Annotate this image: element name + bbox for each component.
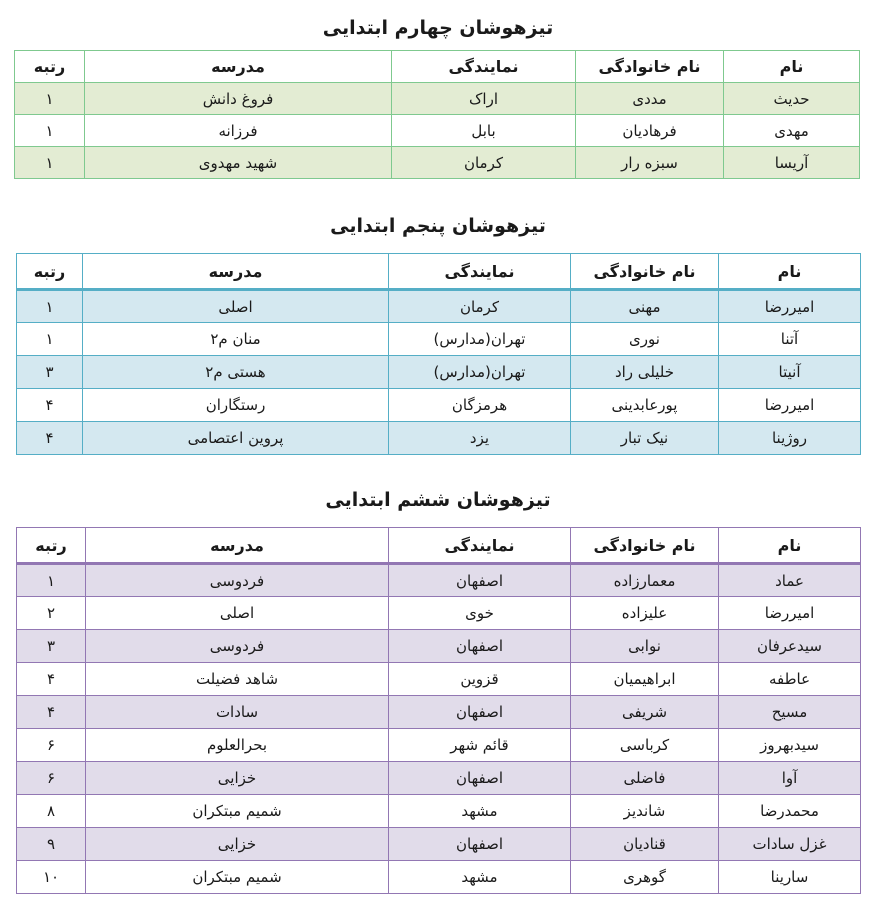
- table-row: [17, 630, 861, 663]
- cell-school: بحرالعلوم: [86, 729, 389, 762]
- cell-rank: ۱: [15, 147, 85, 179]
- table-header-row: [17, 528, 861, 564]
- col-last-name: نام خانوادگی: [571, 528, 719, 564]
- cell-last-name: نوری: [571, 323, 719, 356]
- cell-rank: ۳: [17, 630, 86, 663]
- cell-first-name: عماد: [719, 564, 861, 597]
- cell-last-name: خلیلی راد: [571, 356, 719, 389]
- cell-last-name: فرهادیان: [576, 115, 724, 147]
- col-city: نمایندگی: [392, 51, 576, 83]
- cell-school: شاهد فضیلت: [86, 663, 389, 696]
- cell-rank: ۴: [17, 696, 86, 729]
- cell-school: خزایی: [86, 828, 389, 861]
- col-rank: رتبه: [17, 254, 83, 290]
- cell-city: خوی: [389, 597, 571, 630]
- cell-first-name: محمدرضا: [719, 795, 861, 828]
- section-title: تیزهوشان چهارم ابتدایی: [322, 17, 554, 39]
- cell-rank: ۱۰: [17, 861, 86, 894]
- cell-rank: ۹: [17, 828, 86, 861]
- cell-first-name: امیررضا: [719, 290, 861, 323]
- cell-first-name: سارینا: [719, 861, 861, 894]
- results-table-grade-6: [16, 527, 861, 894]
- cell-last-name: سبزه رار: [576, 147, 724, 179]
- cell-last-name: کرباسی: [571, 729, 719, 762]
- col-city: نمایندگی: [389, 254, 571, 290]
- col-school: مدرسه: [83, 254, 389, 290]
- cell-last-name: علیزاده: [571, 597, 719, 630]
- table-header-row: [17, 254, 861, 290]
- cell-rank: ۱: [15, 83, 85, 115]
- cell-first-name: امیررضا: [719, 389, 861, 422]
- cell-first-name: آوا: [719, 762, 861, 795]
- cell-rank: ۱: [17, 290, 83, 323]
- cell-first-name: مهدی: [724, 115, 860, 147]
- cell-school: پروین اعتصامی: [83, 422, 389, 455]
- cell-last-name: نیک تبار: [571, 422, 719, 455]
- table-row: [17, 422, 861, 455]
- col-rank: رتبه: [15, 51, 85, 83]
- cell-school: خزایی: [86, 762, 389, 795]
- cell-city: اراک: [392, 83, 576, 115]
- table-row: [17, 389, 861, 422]
- cell-last-name: فاضلی: [571, 762, 719, 795]
- table-row: [17, 564, 861, 597]
- table-row: [17, 597, 861, 630]
- cell-first-name: مسیح: [719, 696, 861, 729]
- col-school: مدرسه: [85, 51, 392, 83]
- cell-school: فرزانه: [85, 115, 392, 147]
- cell-school: فروغ دانش: [85, 83, 392, 115]
- section-title: تیزهوشان ششم ابتدایی: [325, 489, 551, 511]
- cell-city: اصفهان: [389, 762, 571, 795]
- cell-first-name: آتنا: [719, 323, 861, 356]
- cell-school: شمیم مبتکران: [86, 861, 389, 894]
- cell-city: اصفهان: [389, 696, 571, 729]
- cell-last-name: نوابی: [571, 630, 719, 663]
- section-grade-5: [0, 214, 876, 238]
- cell-school: رستگاران: [83, 389, 389, 422]
- table-row: [17, 663, 861, 696]
- col-first-name: نام: [724, 51, 860, 83]
- table-row: [17, 828, 861, 861]
- cell-first-name: آریسا: [724, 147, 860, 179]
- table-row: [17, 696, 861, 729]
- table-row: [17, 356, 861, 389]
- cell-first-name: حدیث: [724, 83, 860, 115]
- table-row: [17, 762, 861, 795]
- cell-city: هرمزگان: [389, 389, 571, 422]
- cell-city: اصفهان: [389, 828, 571, 861]
- cell-school: سادات: [86, 696, 389, 729]
- cell-first-name: آنیتا: [719, 356, 861, 389]
- cell-city: مشهد: [389, 795, 571, 828]
- col-first-name: نام: [719, 254, 861, 290]
- cell-first-name: امیررضا: [719, 597, 861, 630]
- cell-rank: ۱: [17, 323, 83, 356]
- cell-city: تهران(مدارس): [389, 323, 571, 356]
- cell-last-name: شاندیز: [571, 795, 719, 828]
- col-first-name: نام: [719, 528, 861, 564]
- cell-rank: ۴: [17, 422, 83, 455]
- col-rank: رتبه: [17, 528, 86, 564]
- cell-school: فردوسی: [86, 564, 389, 597]
- results-table-grade-5: [16, 253, 861, 455]
- cell-school: هستی م۲: [83, 356, 389, 389]
- cell-first-name: غزل سادات: [719, 828, 861, 861]
- results-table-grade-4: [14, 50, 860, 179]
- col-last-name: نام خانوادگی: [576, 51, 724, 83]
- section-title: تیزهوشان پنجم ابتدایی: [330, 215, 546, 237]
- col-last-name: نام خانوادگی: [571, 254, 719, 290]
- cell-city: اصفهان: [389, 630, 571, 663]
- table-header-row: [15, 51, 860, 83]
- table-row: [17, 795, 861, 828]
- cell-last-name: قنادیان: [571, 828, 719, 861]
- table-row: [17, 729, 861, 762]
- cell-rank: ۶: [17, 762, 86, 795]
- cell-last-name: پورعابدینی: [571, 389, 719, 422]
- cell-rank: ۳: [17, 356, 83, 389]
- cell-rank: ۸: [17, 795, 86, 828]
- cell-first-name: سیدبهروز: [719, 729, 861, 762]
- table-row: [17, 323, 861, 356]
- table-row: [15, 115, 860, 147]
- cell-city: کرمان: [392, 147, 576, 179]
- cell-school: منان م۲: [83, 323, 389, 356]
- cell-rank: ۴: [17, 389, 83, 422]
- cell-last-name: گوهری: [571, 861, 719, 894]
- cell-city: قزوین: [389, 663, 571, 696]
- cell-last-name: ابراهیمیان: [571, 663, 719, 696]
- cell-first-name: روژینا: [719, 422, 861, 455]
- cell-school: شمیم مبتکران: [86, 795, 389, 828]
- cell-city: یزد: [389, 422, 571, 455]
- cell-city: قائم شهر: [389, 729, 571, 762]
- cell-last-name: مددی: [576, 83, 724, 115]
- cell-rank: ۴: [17, 663, 86, 696]
- table-row: [15, 147, 860, 179]
- section-grade-4: [0, 16, 876, 40]
- table-row: [15, 83, 860, 115]
- cell-last-name: مهنی: [571, 290, 719, 323]
- table-row: [17, 861, 861, 894]
- col-school: مدرسه: [86, 528, 389, 564]
- cell-city: تهران(مدارس): [389, 356, 571, 389]
- cell-rank: ۲: [17, 597, 86, 630]
- cell-city: بابل: [392, 115, 576, 147]
- cell-first-name: سیدعرفان: [719, 630, 861, 663]
- col-city: نمایندگی: [389, 528, 571, 564]
- section-grade-6: [0, 488, 876, 512]
- cell-rank: ۱: [17, 564, 86, 597]
- cell-rank: ۶: [17, 729, 86, 762]
- cell-city: اصفهان: [389, 564, 571, 597]
- cell-rank: ۱: [15, 115, 85, 147]
- cell-first-name: عاطفه: [719, 663, 861, 696]
- cell-city: مشهد: [389, 861, 571, 894]
- cell-school: فردوسی: [86, 630, 389, 663]
- cell-last-name: معمارزاده: [571, 564, 719, 597]
- cell-school: شهید مهدوی: [85, 147, 392, 179]
- cell-school: اصلی: [86, 597, 389, 630]
- cell-school: اصلی: [83, 290, 389, 323]
- table-row: [17, 290, 861, 323]
- cell-last-name: شریفی: [571, 696, 719, 729]
- cell-city: کرمان: [389, 290, 571, 323]
